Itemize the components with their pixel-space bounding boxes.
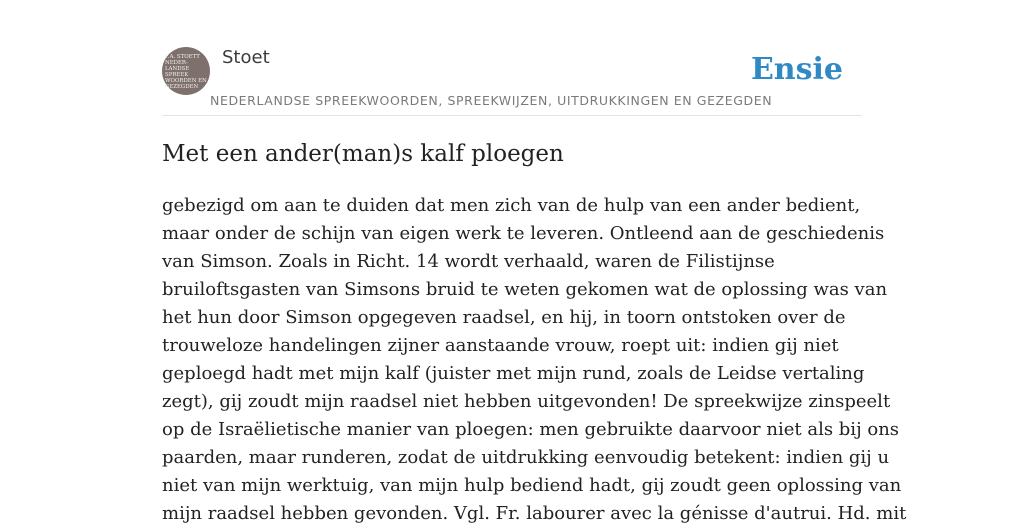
body-line: gebezigd om aan te duiden dat men zich van de hulp van een ander bedient,: [162, 195, 861, 216]
avatar-book-cover: [165, 54, 211, 90]
body-line: zegt), gij zoudt mijn raadsel niet hebben uitgevonden! De spreekwijze zinspeelt: [162, 391, 891, 412]
source-name-link[interactable]: Stoet: [222, 47, 270, 68]
header-divider: [162, 115, 862, 116]
body-line: paarden, maar runderen, zodat de uitdrukking eenvoudig betekent: indien gij u: [162, 447, 890, 468]
body-line: het hun door Simson opgegeven raadsel, en hij, in toorn ontstoken over de: [162, 307, 846, 328]
source-subtitle: NEDERLANDSE SPREEKWOORDEN, SPREEKWIJZEN, UITDRUKKINGEN EN GEZEGDEN: [210, 93, 773, 108]
entry-body: [162, 192, 907, 528]
body-line: mijn raadsel hebben gevonden. Vgl. Fr. labourer avec la génisse d'autrui. Hd. mit: [162, 503, 907, 524]
body-line: niet van mijn werktuig, van mijn hulp bediend hadt, gij zoudt geen oplossing van: [162, 475, 902, 496]
body-line: op de Israëlietische manier van ploegen: men gebruikte daarvoor niet als bij ons: [162, 419, 900, 440]
avatar-line: SPREEK: [165, 72, 189, 78]
entry-title: Met een ander(man)s kalf ploegen: [162, 141, 564, 167]
ensie-logo-link[interactable]: Ensie: [750, 52, 843, 87]
avatar-line: GEZEGDEN: [165, 84, 199, 90]
body-line: bruiloftsgasten van Simsons bruid te weten gekomen wat de oplossing was van: [162, 279, 888, 300]
source-avatar[interactable]: [162, 47, 210, 95]
body-line: trouweloze handelingen zijner aanstaande vrouw, roept uit: indien gij niet: [162, 335, 839, 356]
source-header: [162, 46, 862, 116]
avatar-line: WOORDEN EN: [165, 78, 207, 84]
body-line: van Simson. Zoals in Richt. 14 wordt verhaald, waren de Filistijnse: [162, 251, 775, 272]
body-line: geploegd hadt met mijn kalf (juister met mijn rund, zoals de Leidse vertaling: [162, 363, 865, 384]
avatar-line: F.A. STOETT: [165, 54, 200, 60]
body-line: maar onder de schijn van eigen werk te leveren. Ontleend aan de geschiedenis: [162, 223, 885, 244]
avatar-line: NEDER-: [165, 60, 188, 66]
avatar-line: LANDSE: [165, 66, 190, 72]
